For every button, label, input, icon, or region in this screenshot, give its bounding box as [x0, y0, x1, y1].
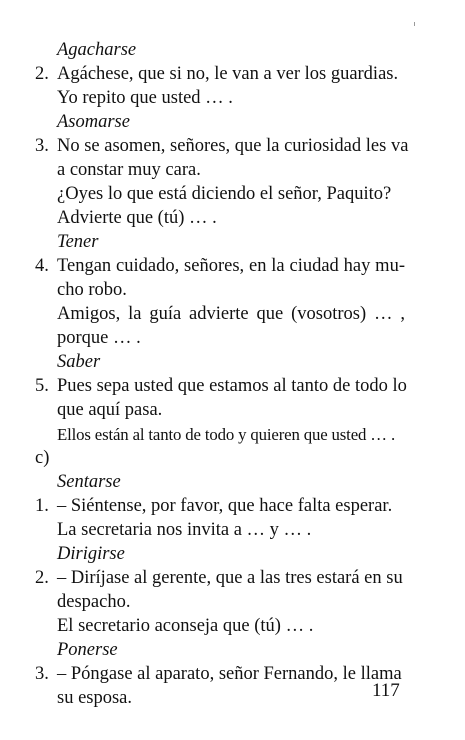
- item-number: 1.: [35, 496, 49, 516]
- item-number: 3.: [35, 664, 49, 684]
- item-number: 4.: [35, 256, 49, 276]
- exercise-task: Yo repito que usted … .: [57, 88, 233, 108]
- exercise-sentence: Tengan cuidado, señores, en la ciudad hay mu-: [57, 256, 405, 276]
- exercise-sentence: a constar muy cara.: [57, 160, 201, 180]
- section-label: c): [35, 448, 50, 468]
- exercise-sentence: su esposa.: [57, 688, 133, 708]
- item-number: 2.: [35, 64, 49, 84]
- verb-heading: Asomarse: [57, 112, 130, 132]
- item-number: 2.: [35, 568, 49, 588]
- exercise-task: Amigos, la guía advierte que (vosotros) … ,: [57, 304, 405, 324]
- exercise-sentence: que aquí pasa.: [57, 400, 163, 420]
- exercise-task: Advierte que (tú) … .: [57, 208, 217, 228]
- exercise-sentence: – Siéntense, por favor, que hace falta esperar.: [57, 496, 393, 516]
- exercise-sentence: No se asomen, señores, que la curiosidad les va: [57, 136, 409, 156]
- exercise-sentence: cho robo.: [57, 280, 127, 300]
- verb-heading: Tener: [57, 232, 99, 252]
- page-number: 117: [372, 680, 400, 701]
- exercise-task: La secretaria nos invita a … y … .: [57, 520, 312, 540]
- verb-heading: Ponerse: [57, 640, 118, 660]
- exercise-task: Ellos están al tanto de todo y quieren que usted … .: [57, 425, 396, 444]
- verb-heading: Dirigirse: [57, 544, 125, 564]
- item-number: 5.: [35, 376, 49, 396]
- exercise-sentence: – Póngase al aparato, señor Fernando, le llama: [57, 664, 402, 684]
- exercise-sentence: – Diríjase al gerente, que a las tres estará en su: [57, 568, 403, 588]
- verb-heading: Saber: [57, 352, 101, 372]
- scan-mark: [414, 22, 415, 26]
- exercise-sentence: despacho.: [57, 592, 131, 612]
- item-number: 3.: [35, 136, 49, 156]
- verb-heading: Agacharse: [57, 40, 137, 60]
- exercise-task: porque … .: [57, 328, 141, 348]
- exercise-sentence: Agáchese, que si no, le van a ver los guardias.: [57, 64, 399, 84]
- exercise-sentence: Pues sepa usted que estamos al tanto de todo lo: [57, 376, 407, 396]
- exercise-task: El secretario aconseja que (tú) … .: [57, 616, 314, 636]
- verb-heading: Sentarse: [57, 472, 121, 492]
- exercise-task: ¿Oyes lo que está diciendo el señor, Paquito?: [57, 184, 392, 204]
